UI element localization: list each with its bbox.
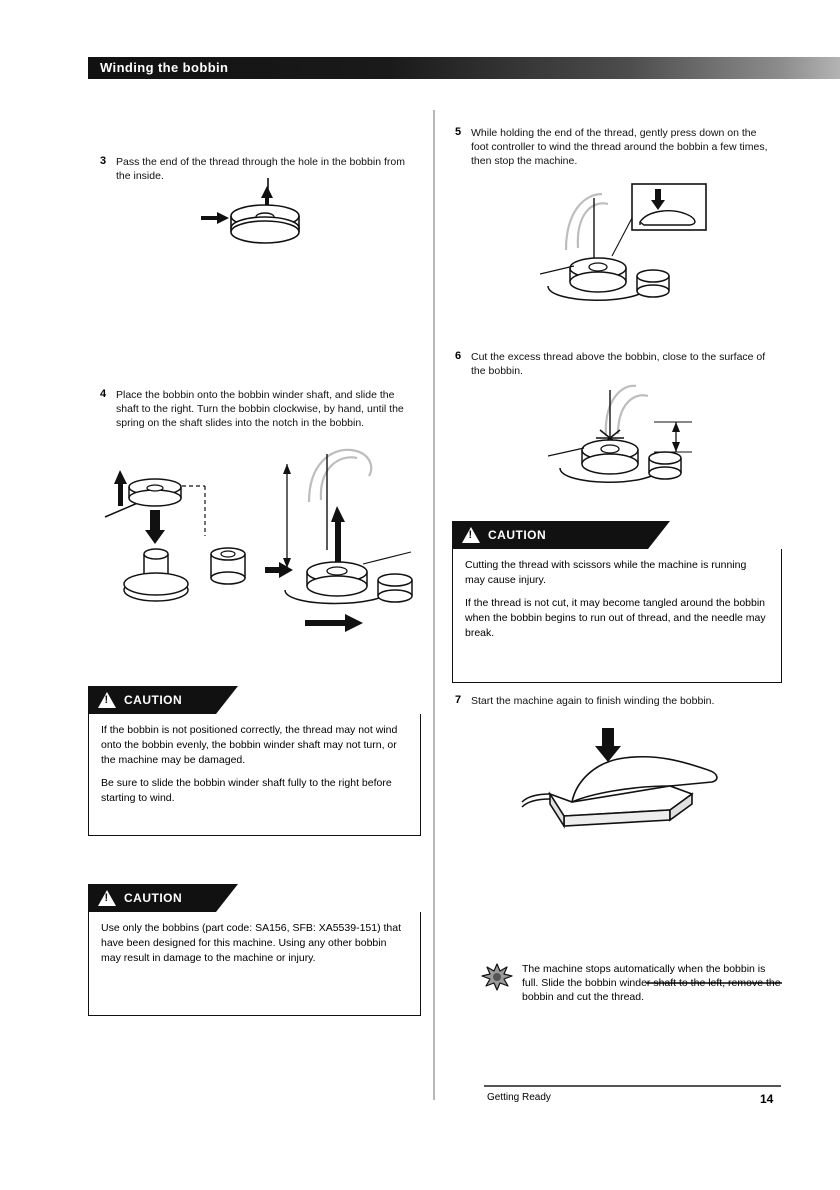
step-7-number: 7 xyxy=(455,694,462,706)
footer-section-label: Getting Ready xyxy=(487,1092,551,1103)
foot-controller-press-diagram xyxy=(540,178,710,318)
step-6-text: Cut the excess thread above the bobbin, close to the surface of the bobbin. xyxy=(471,351,766,377)
step-3-text: Pass the end of the thread through the hole in the bobbin from the inside. xyxy=(116,156,405,182)
caution-3-line-2: If the thread is not cut, it may become tangled around the bobbin when the bobbin begins to run out of thread, and the needle may break. xyxy=(465,597,766,639)
bobbin-onto-shaft-diagram xyxy=(100,462,265,627)
step-5-text: While holding the end of the thread, gently press down on the foot controller to wind the thread around the bobbin a few times, then stop the machine. xyxy=(471,127,768,167)
caution-label: CAUTION xyxy=(124,891,183,905)
caution-tab-1 xyxy=(88,686,216,714)
caution-1-line-1: If the bobbin is not positioned correctly, the thread may not wind onto the bobbin evenly, the bobbin winder shaft may not turn, or the machine may be damaged. xyxy=(101,724,398,766)
bobbin-thread-hole-diagram xyxy=(195,172,345,262)
caution-1-line-2: Be sure to slide the bobbin winder shaft fully to the right before starting to wind. xyxy=(101,777,392,804)
foot-controller-full-press-diagram xyxy=(520,724,730,834)
footer-rule xyxy=(484,1085,781,1087)
step-4-number: 4 xyxy=(100,388,107,400)
caution-body-2 xyxy=(88,912,421,1016)
page-number: 14 xyxy=(760,1092,774,1106)
caution-label: CAUTION xyxy=(124,693,183,707)
bobbin-shaft-slide-right-diagram xyxy=(265,440,435,635)
page-title: Winding the bobbin xyxy=(100,60,229,75)
caution-box-3 xyxy=(452,521,782,683)
warning-triangle-icon xyxy=(98,890,116,906)
caution-box-2 xyxy=(88,884,421,1016)
caution-body-1 xyxy=(88,714,421,836)
caution-tab-3 xyxy=(452,521,648,549)
warning-triangle-icon xyxy=(462,527,480,543)
caution-box-1 xyxy=(88,686,421,836)
caution-2-line-1: Use only the bobbins (part code: SA156, SFB: XA5539-151) that have been designed for this machine. Using any other bobbin may result in damage to the machine or injury. xyxy=(101,922,402,964)
note-burst-icon xyxy=(480,962,514,992)
caution-label: CAUTION xyxy=(488,528,547,542)
caution-body-3 xyxy=(452,549,782,683)
step-4-text: Place the bobbin onto the bobbin winder shaft, and slide the shaft to the right. Turn the bobbin clockwise, by hand, until the spring on the shaft slides into the notch in the bobbin. xyxy=(116,389,404,429)
step-3-number: 3 xyxy=(100,155,107,167)
step-7-text: Start the machine again to finish winding the bobbin. xyxy=(471,695,715,707)
cut-thread-scissors-diagram xyxy=(548,378,718,503)
note-text: The machine stops automatically when the bobbin is full. Slide the bobbin winder shaft to the left, remove the bobbin and cut the thread. xyxy=(522,963,781,1003)
caution-tab-2 xyxy=(88,884,216,912)
caution-3-line-1: Cutting the thread with scissors while the machine is running may cause injury. xyxy=(465,559,747,586)
warning-triangle-icon xyxy=(98,692,116,708)
step-6-number: 6 xyxy=(455,350,462,362)
step-5-number: 5 xyxy=(455,126,462,138)
